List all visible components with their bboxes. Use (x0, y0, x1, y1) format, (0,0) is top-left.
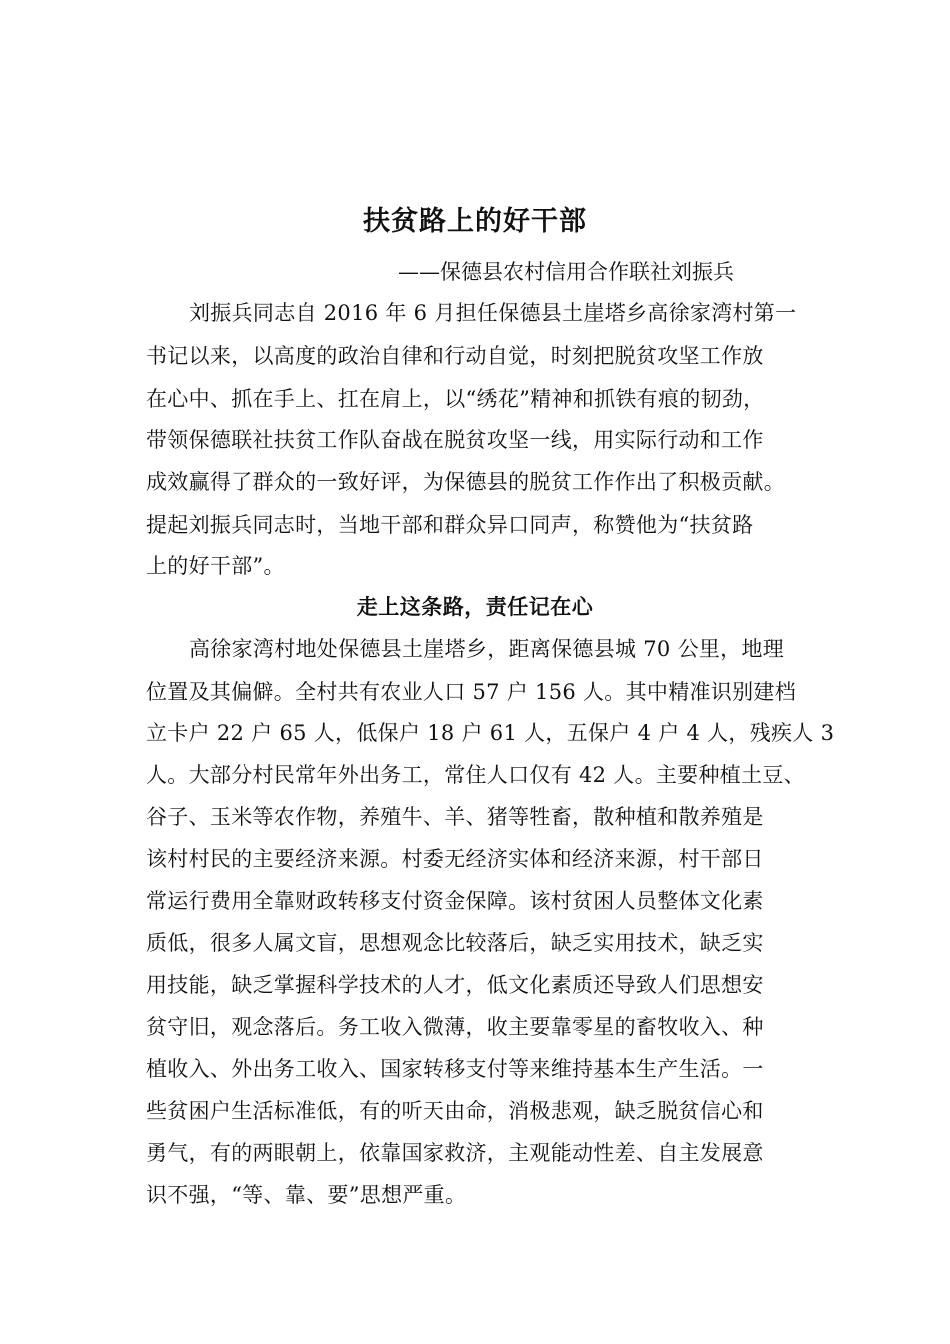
paragraph-line: 用技能，缺乏掌握科学技术的人才，低文化素质还导致人们思想安 (146, 973, 764, 997)
paragraph-line: 勇气，有的两眼朝上，依靠国家救济，主观能动性差、自主发展意 (146, 1141, 764, 1165)
paragraph-line: 识不强，“等、靠、要”思想严重。 (146, 1183, 467, 1207)
paragraph-line: 带领保德联社扶贫工作队奋战在脱贫攻坚一线，用实际行动和工作 (146, 428, 764, 452)
paragraph-line: 上的好干部”。 (146, 554, 285, 578)
article-title: 扶贫路上的好干部 (363, 206, 587, 237)
article-subtitle: ——保德县农村信用合作联社刘振兵 (398, 260, 734, 284)
paragraph-line: 在心中、抓在手上、扛在肩上，以“绣花”精神和抓铁有痕的韧劲， (146, 387, 765, 411)
paragraph-line: 书记以来，以高度的政治自律和行动自觉，时刻把脱贫攻坚工作放 (146, 344, 764, 368)
paragraph-line: 常运行费用全靠财政转移支付资金保障。该村贫困人员整体文化素 (146, 889, 764, 913)
paragraph-line: 人。大部分村民常年外出务工，常住人口仅有 42 人。主要种植土豆、 (146, 763, 805, 787)
section-heading: 走上这条路，责任记在心 (356, 594, 594, 619)
paragraph-line: 植收入、外出务工收入、国家转移支付等来维持基本生产生活。一 (146, 1057, 764, 1081)
paragraph-line: 该村村民的主要经济来源。村委无经济实体和经济来源，村干部日 (146, 847, 764, 871)
paragraph-line: 质低，很多人属文盲，思想观念比较落后，缺乏实用技术，缺乏实 (146, 931, 764, 955)
paragraph-line: 高徐家湾村地处保德县土崖塔乡，距离保德县城 70 公里，地理 (189, 637, 785, 661)
paragraph-line: 提起刘振兵同志时，当地干部和群众异口同声，称赞他为“扶贫路 (146, 513, 754, 537)
paragraph-line: 成效赢得了群众的一致好评，为保德县的脱贫工作作出了积极贡献。 (146, 470, 785, 494)
paragraph-line: 立卡户 22 户 65 人，低保户 18 户 61 人，五保户 4 户 4 人，残疾人 3 (146, 721, 835, 745)
paragraph-line: 谷子、玉米等农作物，养殖牛、羊、猪等牲畜，散种植和散养殖是 (146, 805, 764, 829)
paragraph-line: 刘振兵同志自 2016 年 6 月担任保德县土崖塔乡高徐家湾村第一 (189, 301, 797, 325)
paragraph-line: 贫守旧，观念落后。务工收入微薄，收主要靠零星的畜牧收入、种 (146, 1015, 764, 1039)
paragraph-line: 位置及其偏僻。全村共有农业人口 57 户 156 人。其中精准识别建档 (146, 680, 797, 704)
paragraph-line: 些贫困户生活标准低，有的听天由命，消极悲观，缺乏脱贫信心和 (146, 1099, 764, 1123)
